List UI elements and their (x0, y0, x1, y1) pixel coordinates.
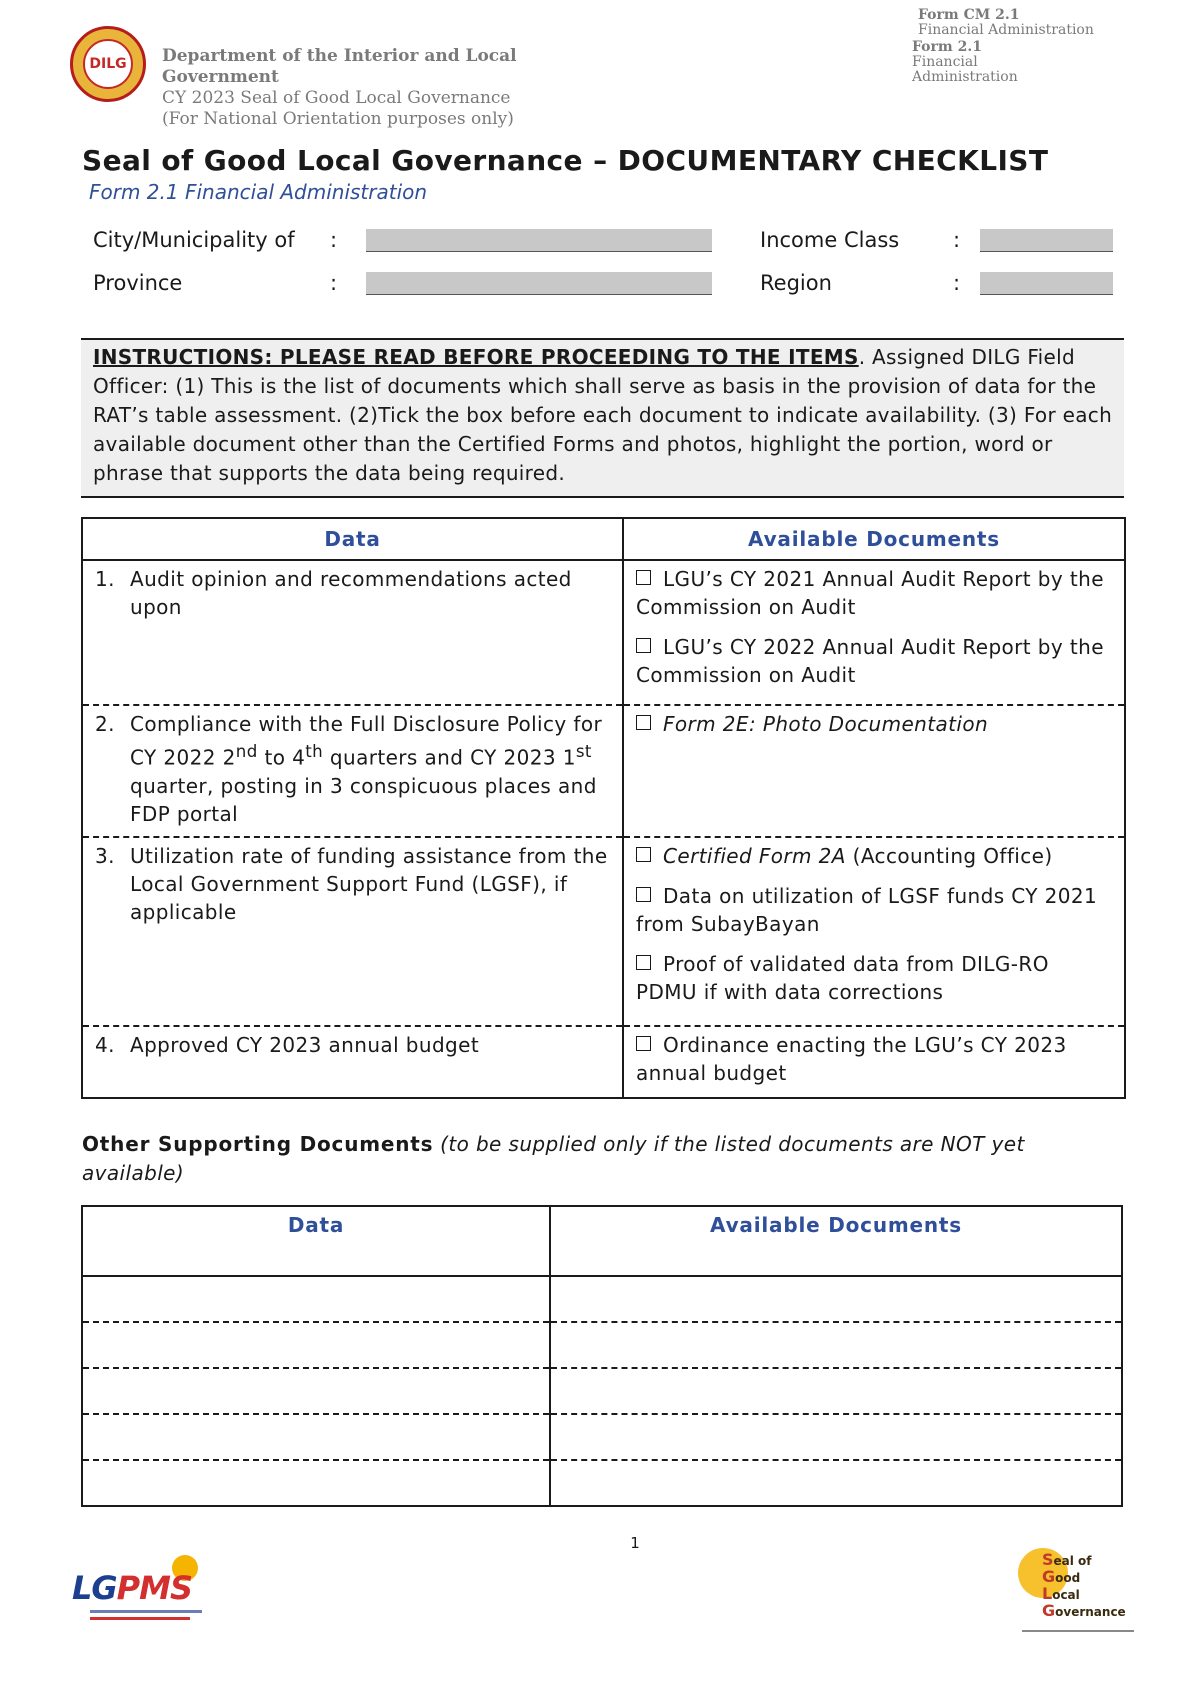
data-cell (82, 560, 623, 705)
item-data: Approved CY 2023 annual budget (130, 1032, 480, 1057)
documents-cell (623, 1026, 1125, 1098)
support-documents-cell[interactable] (550, 1414, 1122, 1460)
data-cell (82, 1026, 623, 1098)
document-entry (636, 950, 1114, 1006)
region-label: Region (760, 271, 832, 295)
form-code-a: Form CM 2.1 (918, 7, 1020, 23)
item-data: Audit opinion and recommendations acted upon (130, 567, 572, 619)
region-colon: : (953, 271, 961, 295)
document-text: Proof of validated data from DILG-RO PDMU if with data corrections (636, 951, 1049, 1004)
instructions-body: . Assigned DILG Field Officer: (1) This is the list of documents which shall serve as basis in the provision of data for the RAT’s table assessment. (2)Tick the box before each document to indicate availability. (3) For each available document other than the Certified Forms and photos, highlight the portion, word or phrase that supports the data being required. (93, 345, 1113, 485)
table-row (82, 1414, 1122, 1460)
availability-checkbox[interactable] (636, 570, 651, 585)
sglg-logo: Seal of Good Local Governance (1018, 1548, 1138, 1634)
table-row (82, 1026, 1125, 1098)
table-row (82, 705, 1125, 837)
availability-checkbox[interactable] (636, 1036, 651, 1051)
data-cell (82, 837, 623, 1026)
table-row (82, 1276, 1122, 1322)
support-data-cell[interactable] (82, 1460, 550, 1506)
support-documents-cell[interactable] (550, 1368, 1122, 1414)
dilg-logo-text: DILG (89, 56, 127, 72)
region-input[interactable] (980, 272, 1113, 295)
province-label: Province (93, 271, 183, 295)
item-number: 3. (95, 843, 115, 868)
support-col-header-data: Data (82, 1206, 550, 1276)
support-data-cell[interactable] (82, 1368, 550, 1414)
table-row (82, 1322, 1122, 1368)
support-data-cell[interactable] (82, 1322, 550, 1368)
col-header-data: Data (82, 518, 623, 560)
form-area-a: Financial Administration (918, 22, 1094, 38)
document-entry (636, 882, 1114, 938)
document-text: LGU’s CY 2022 Annual Audit Report by the Commission on Audit (636, 635, 1104, 687)
instructions-heading: INSTRUCTIONS: PLEASE READ BEFORE PROCEEDING TO THE ITEMS (93, 345, 859, 369)
support-documents-cell[interactable] (550, 1460, 1122, 1506)
page-number: 1 (630, 1534, 640, 1552)
documents-cell (623, 705, 1125, 837)
support-header-row (82, 1206, 1122, 1276)
table-row (82, 1460, 1122, 1506)
support-documents-cell[interactable] (550, 1322, 1122, 1368)
document-entry (636, 1031, 1114, 1087)
table-row (82, 1368, 1122, 1414)
city-colon: : (330, 228, 338, 252)
item-data: Compliance with the Full Disclosure Policy for CY 2022 2nd to 4th quarters and CY 2023 1st quarter, posting in 3 conspicuous places and FDP portal (130, 712, 603, 826)
income-class-colon: : (953, 228, 961, 252)
page-title: Seal of Good Local Governance – DOCUMENTARY CHECKLIST (82, 144, 1049, 177)
income-class-input[interactable] (980, 229, 1113, 252)
document-text-italic: Certified Form 2A (663, 843, 846, 868)
dilg-logo (70, 26, 146, 102)
documentary-checklist-table (81, 517, 1126, 1099)
document-entry (636, 710, 1114, 738)
data-cell (82, 705, 623, 837)
support-documents-cell[interactable] (550, 1276, 1122, 1322)
form-subtitle: Form 2.1 Financial Administration (89, 180, 428, 204)
availability-checkbox[interactable] (636, 847, 651, 862)
support-data-cell[interactable] (82, 1276, 550, 1322)
form-code-block-a (918, 8, 1094, 38)
document-entry (636, 842, 1114, 870)
department-name: Department of the Interior and Local Government (162, 46, 517, 87)
document-entry (636, 633, 1114, 689)
program-name: CY 2023 Seal of Good Local Governance (162, 88, 511, 108)
city-label: City/Municipality of (93, 228, 295, 252)
table-row (82, 837, 1125, 1026)
city-input[interactable] (366, 229, 712, 252)
form-code-block-b (912, 40, 1042, 86)
col-header-documents: Available Documents (623, 518, 1125, 560)
lgpms-logo: LGPMS (72, 1555, 207, 1625)
orientation-note: (For National Orientation purposes only) (162, 109, 514, 129)
document-text: Ordinance enacting the LGU’s CY 2023 annual budget (636, 1032, 1067, 1085)
other-supporting-table (81, 1205, 1123, 1507)
document-text: Data on utilization of LGSF funds CY 2021 from SubayBayan (636, 883, 1098, 936)
instructions-box (81, 338, 1124, 498)
other-note: (to be supplied only if the listed documents are NOT yet available) (82, 1132, 1025, 1185)
item-number: 2. (95, 712, 115, 736)
documents-cell (623, 560, 1125, 705)
document-text: Form 2E: Photo Documentation (663, 712, 989, 736)
support-col-header-documents: Available Documents (550, 1206, 1122, 1276)
department-block (162, 46, 582, 130)
table-header-row (82, 518, 1125, 560)
availability-checkbox[interactable] (636, 955, 651, 970)
form-area-b: Financial Administration (912, 54, 1018, 85)
income-class-label: Income Class (760, 228, 900, 252)
item-number: 1. (95, 567, 115, 591)
item-number: 4. (95, 1032, 115, 1057)
availability-checkbox[interactable] (636, 715, 651, 730)
documents-cell (623, 837, 1125, 1026)
document-entry (636, 565, 1114, 621)
availability-checkbox[interactable] (636, 638, 651, 653)
province-input[interactable] (366, 272, 712, 295)
other-supporting-heading (82, 1130, 1122, 1188)
document-text: LGU’s CY 2021 Annual Audit Report by the Commission on Audit (636, 567, 1104, 619)
province-colon: : (330, 271, 338, 295)
availability-checkbox[interactable] (636, 887, 651, 902)
other-title: Other Supporting Documents (82, 1132, 434, 1156)
document-text: (Accounting Office) (845, 843, 1053, 868)
form-code-b: Form 2.1 (912, 40, 982, 55)
table-row (82, 560, 1125, 705)
item-data: Utilization rate of funding assistance from the Local Government Support Fund (LGSF), if applicable (130, 843, 608, 924)
support-data-cell[interactable] (82, 1414, 550, 1460)
